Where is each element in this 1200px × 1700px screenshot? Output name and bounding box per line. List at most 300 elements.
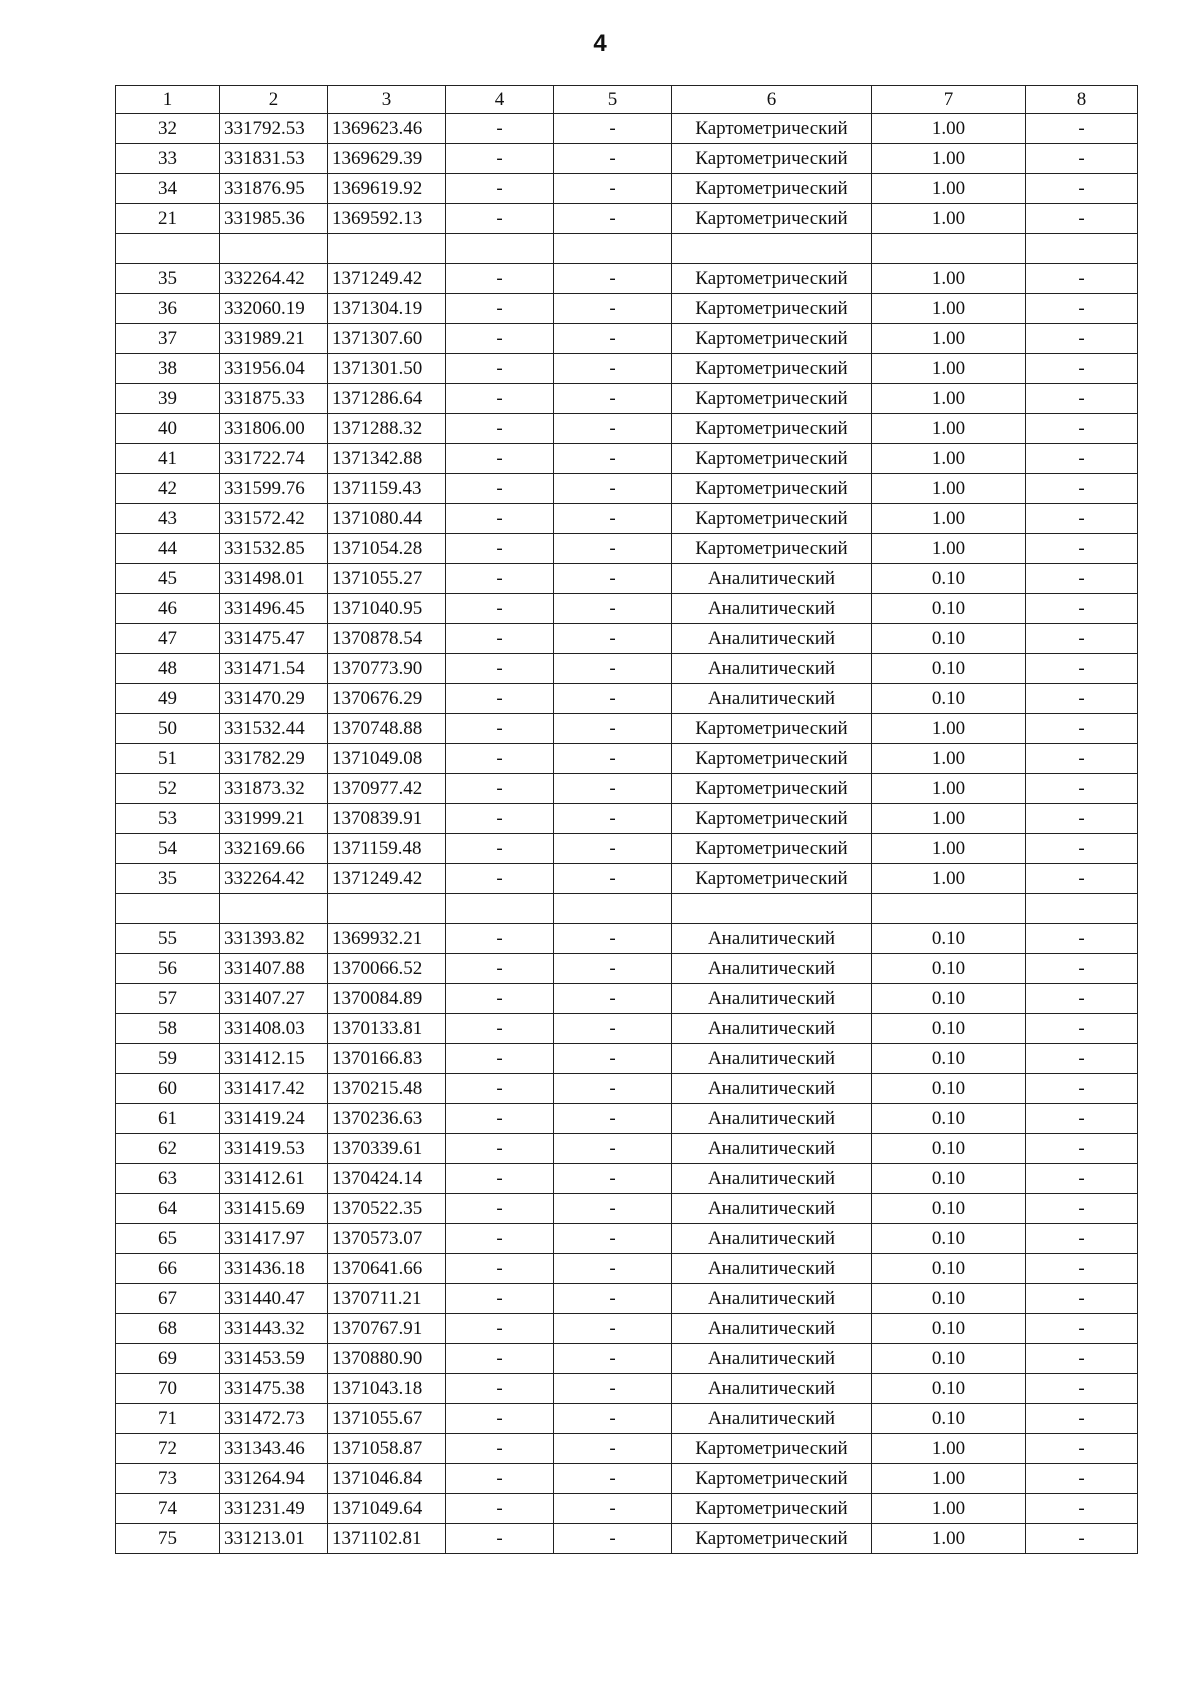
column-4-value-cell: - — [446, 774, 554, 804]
accuracy-cell: 0.10 — [872, 1104, 1026, 1134]
accuracy-cell: 0.10 — [872, 1164, 1026, 1194]
point-number-cell: 73 — [116, 1464, 220, 1494]
table-row — [116, 1464, 1138, 1494]
column-header-3: 3 — [328, 86, 446, 114]
method-cell: Картометрический — [672, 804, 872, 834]
column-8-value-cell: - — [1026, 744, 1138, 774]
column-8-value-cell: - — [1026, 444, 1138, 474]
accuracy-cell: 1.00 — [872, 834, 1026, 864]
coordinate-x-cell: 331956.04 — [220, 354, 328, 384]
column-4-value-cell: - — [446, 1014, 554, 1044]
column-8-value-cell: - — [1026, 954, 1138, 984]
table-row — [116, 1404, 1138, 1434]
column-8-value-cell: - — [1026, 714, 1138, 744]
column-4-value-cell: - — [446, 924, 554, 954]
accuracy-cell: 1.00 — [872, 504, 1026, 534]
method-cell: Картометрический — [672, 444, 872, 474]
column-8-value-cell: - — [1026, 1344, 1138, 1374]
point-number-cell: 40 — [116, 414, 220, 444]
column-8-value-cell: - — [1026, 1044, 1138, 1074]
method-cell: Аналитический — [672, 1044, 872, 1074]
coordinate-x-cell: 331264.94 — [220, 1464, 328, 1494]
column-8-value-cell: - — [1026, 174, 1138, 204]
accuracy-cell: 0.10 — [872, 984, 1026, 1014]
table-body — [116, 114, 1138, 1554]
accuracy-cell: 1.00 — [872, 414, 1026, 444]
accuracy-cell: 0.10 — [872, 594, 1026, 624]
point-number-cell: 75 — [116, 1524, 220, 1554]
header-row — [116, 86, 1138, 114]
point-number-cell: 48 — [116, 654, 220, 684]
coordinate-y-cell: 1371055.27 — [328, 564, 446, 594]
coordinate-y-cell: 1371102.81 — [328, 1524, 446, 1554]
method-cell: Аналитический — [672, 654, 872, 684]
accuracy-cell: 1.00 — [872, 264, 1026, 294]
point-number-cell: 52 — [116, 774, 220, 804]
column-5-value-cell: - — [554, 504, 672, 534]
accuracy-cell: 1.00 — [872, 744, 1026, 774]
point-number-cell: 57 — [116, 984, 220, 1014]
coordinate-x-cell: 331343.46 — [220, 1434, 328, 1464]
accuracy-cell: 1.00 — [872, 1434, 1026, 1464]
column-5-value-cell: - — [554, 474, 672, 504]
coordinate-x-cell: 331472.73 — [220, 1404, 328, 1434]
column-5-value-cell: - — [554, 204, 672, 234]
table-header — [116, 86, 1138, 114]
accuracy-cell: 0.10 — [872, 1344, 1026, 1374]
point-number-cell: 21 — [116, 204, 220, 234]
table-row — [116, 144, 1138, 174]
table-row — [116, 474, 1138, 504]
method-cell: Аналитический — [672, 1224, 872, 1254]
column-5-value-cell: - — [554, 1104, 672, 1134]
column-5-value-cell: - — [554, 1344, 672, 1374]
method-cell: Картометрический — [672, 834, 872, 864]
coordinate-y-cell: 1371058.87 — [328, 1434, 446, 1464]
point-number-cell: 38 — [116, 354, 220, 384]
coordinate-y-cell: 1370878.54 — [328, 624, 446, 654]
accuracy-cell: 1.00 — [872, 174, 1026, 204]
column-8-value-cell: - — [1026, 1284, 1138, 1314]
column-5-value-cell — [554, 234, 672, 264]
coordinate-x-cell — [220, 894, 328, 924]
table-row — [116, 384, 1138, 414]
method-cell: Аналитический — [672, 1374, 872, 1404]
column-4-value-cell: - — [446, 624, 554, 654]
column-8-value-cell: - — [1026, 324, 1138, 354]
coordinate-y-cell: 1370767.91 — [328, 1314, 446, 1344]
column-5-value-cell: - — [554, 1164, 672, 1194]
coordinate-x-cell: 331496.45 — [220, 594, 328, 624]
point-number-cell: 35 — [116, 264, 220, 294]
column-8-value-cell: - — [1026, 414, 1138, 444]
point-number-cell: 33 — [116, 144, 220, 174]
table-row — [116, 894, 1138, 924]
column-header-6: 6 — [672, 86, 872, 114]
table-row — [116, 504, 1138, 534]
column-5-value-cell: - — [554, 654, 672, 684]
column-4-value-cell: - — [446, 324, 554, 354]
coordinate-y-cell: 1370236.63 — [328, 1104, 446, 1134]
coordinate-x-cell: 331532.85 — [220, 534, 328, 564]
column-5-value-cell: - — [554, 1284, 672, 1314]
accuracy-cell: 1.00 — [872, 474, 1026, 504]
coordinate-y-cell: 1371040.95 — [328, 594, 446, 624]
coordinate-y-cell: 1370133.81 — [328, 1014, 446, 1044]
table-row — [116, 1074, 1138, 1104]
column-8-value-cell: - — [1026, 504, 1138, 534]
accuracy-cell: 1.00 — [872, 294, 1026, 324]
method-cell: Аналитический — [672, 624, 872, 654]
column-8-value-cell: - — [1026, 1194, 1138, 1224]
coordinate-x-cell: 331443.32 — [220, 1314, 328, 1344]
column-4-value-cell: - — [446, 384, 554, 414]
column-5-value-cell: - — [554, 1464, 672, 1494]
coordinate-y-cell: 1371159.43 — [328, 474, 446, 504]
coordinate-y-cell: 1371080.44 — [328, 504, 446, 534]
accuracy-cell: 1.00 — [872, 1464, 1026, 1494]
coordinate-y-cell — [328, 234, 446, 264]
method-cell: Картометрический — [672, 204, 872, 234]
column-5-value-cell: - — [554, 144, 672, 174]
column-5-value-cell: - — [554, 1044, 672, 1074]
column-header-7: 7 — [872, 86, 1026, 114]
table-row — [116, 954, 1138, 984]
column-4-value-cell: - — [446, 1134, 554, 1164]
coordinate-y-cell: 1370573.07 — [328, 1224, 446, 1254]
column-4-value-cell: - — [446, 1074, 554, 1104]
point-number-cell: 44 — [116, 534, 220, 564]
table-row — [116, 204, 1138, 234]
point-number-cell: 72 — [116, 1434, 220, 1464]
column-8-value-cell: - — [1026, 294, 1138, 324]
point-number-cell: 55 — [116, 924, 220, 954]
column-4-value-cell: - — [446, 864, 554, 894]
coordinate-y-cell: 1370676.29 — [328, 684, 446, 714]
coordinate-x-cell: 331440.47 — [220, 1284, 328, 1314]
column-5-value-cell: - — [554, 1194, 672, 1224]
method-cell: Аналитический — [672, 984, 872, 1014]
accuracy-cell: 0.10 — [872, 1074, 1026, 1104]
point-number-cell: 74 — [116, 1494, 220, 1524]
column-5-value-cell: - — [554, 924, 672, 954]
method-cell: Аналитический — [672, 1284, 872, 1314]
column-4-value-cell: - — [446, 1224, 554, 1254]
point-number-cell: 39 — [116, 384, 220, 414]
coordinate-x-cell: 331412.61 — [220, 1164, 328, 1194]
coordinate-y-cell: 1371249.42 — [328, 264, 446, 294]
method-cell: Аналитический — [672, 1164, 872, 1194]
method-cell: Картометрический — [672, 774, 872, 804]
accuracy-cell: 0.10 — [872, 1194, 1026, 1224]
method-cell: Аналитический — [672, 1134, 872, 1164]
method-cell: Картометрический — [672, 144, 872, 174]
column-4-value-cell: - — [446, 984, 554, 1014]
point-number-cell: 71 — [116, 1404, 220, 1434]
column-8-value-cell: - — [1026, 1434, 1138, 1464]
table-row — [116, 324, 1138, 354]
column-5-value-cell: - — [554, 774, 672, 804]
column-4-value-cell — [446, 234, 554, 264]
coordinate-x-cell: 331876.95 — [220, 174, 328, 204]
column-4-value-cell: - — [446, 264, 554, 294]
coordinate-y-cell: 1369592.13 — [328, 204, 446, 234]
coordinate-x-cell: 331419.24 — [220, 1104, 328, 1134]
point-number-cell: 58 — [116, 1014, 220, 1044]
column-5-value-cell: - — [554, 984, 672, 1014]
coordinate-y-cell: 1371046.84 — [328, 1464, 446, 1494]
column-4-value-cell: - — [446, 1494, 554, 1524]
column-5-value-cell: - — [554, 1314, 672, 1344]
column-8-value-cell: - — [1026, 1464, 1138, 1494]
coordinate-x-cell: 331475.47 — [220, 624, 328, 654]
coordinate-x-cell: 331875.33 — [220, 384, 328, 414]
column-4-value-cell: - — [446, 144, 554, 174]
column-header-4: 4 — [446, 86, 554, 114]
column-5-value-cell — [554, 894, 672, 924]
coordinate-y-cell — [328, 894, 446, 924]
table-row — [116, 654, 1138, 684]
column-4-value-cell: - — [446, 1404, 554, 1434]
coordinate-x-cell: 332264.42 — [220, 264, 328, 294]
accuracy-cell: 0.10 — [872, 1314, 1026, 1344]
column-5-value-cell: - — [554, 684, 672, 714]
column-4-value-cell: - — [446, 444, 554, 474]
coordinate-x-cell: 331415.69 — [220, 1194, 328, 1224]
point-number-cell: 47 — [116, 624, 220, 654]
column-5-value-cell: - — [554, 114, 672, 144]
accuracy-cell: 1.00 — [872, 1494, 1026, 1524]
column-4-value-cell: - — [446, 1464, 554, 1494]
column-5-value-cell: - — [554, 864, 672, 894]
page-number: 4 — [593, 30, 607, 57]
method-cell: Картометрический — [672, 474, 872, 504]
coordinate-y-cell: 1370839.91 — [328, 804, 446, 834]
column-5-value-cell: - — [554, 1374, 672, 1404]
table-row — [116, 804, 1138, 834]
accuracy-cell: 1.00 — [872, 534, 1026, 564]
column-8-value-cell: - — [1026, 354, 1138, 384]
table-row — [116, 174, 1138, 204]
point-number-cell: 34 — [116, 174, 220, 204]
coordinate-y-cell: 1371301.50 — [328, 354, 446, 384]
column-8-value-cell: - — [1026, 1104, 1138, 1134]
point-number-cell: 51 — [116, 744, 220, 774]
column-5-value-cell: - — [554, 1404, 672, 1434]
point-number-cell: 69 — [116, 1344, 220, 1374]
method-cell: Картометрический — [672, 264, 872, 294]
coordinate-y-cell: 1369932.21 — [328, 924, 446, 954]
accuracy-cell: 1.00 — [872, 384, 1026, 414]
coordinate-y-cell: 1371159.48 — [328, 834, 446, 864]
method-cell: Аналитический — [672, 954, 872, 984]
method-cell: Картометрический — [672, 534, 872, 564]
table-row — [116, 264, 1138, 294]
column-8-value-cell: - — [1026, 684, 1138, 714]
coordinate-x-cell: 331831.53 — [220, 144, 328, 174]
point-number-cell: 64 — [116, 1194, 220, 1224]
table-row — [116, 1164, 1138, 1194]
table-row — [116, 414, 1138, 444]
coordinate-x-cell: 331417.42 — [220, 1074, 328, 1104]
column-8-value-cell — [1026, 234, 1138, 264]
column-4-value-cell: - — [446, 834, 554, 864]
column-8-value-cell: - — [1026, 804, 1138, 834]
table-row — [116, 774, 1138, 804]
coordinate-x-cell: 331213.01 — [220, 1524, 328, 1554]
column-5-value-cell: - — [554, 624, 672, 654]
coordinate-x-cell: 331417.97 — [220, 1224, 328, 1254]
coordinate-x-cell: 331408.03 — [220, 1014, 328, 1044]
table-row — [116, 1524, 1138, 1554]
point-number-cell: 53 — [116, 804, 220, 834]
method-cell: Картометрический — [672, 294, 872, 324]
table-row — [116, 1044, 1138, 1074]
column-8-value-cell: - — [1026, 1314, 1138, 1344]
column-8-value-cell: - — [1026, 924, 1138, 954]
method-cell: Аналитический — [672, 594, 872, 624]
method-cell: Аналитический — [672, 1194, 872, 1224]
column-5-value-cell: - — [554, 384, 672, 414]
column-5-value-cell: - — [554, 564, 672, 594]
table-row — [116, 1224, 1138, 1254]
column-4-value-cell: - — [446, 174, 554, 204]
table-row — [116, 834, 1138, 864]
coordinate-x-cell: 331436.18 — [220, 1254, 328, 1284]
coordinate-x-cell: 331412.15 — [220, 1044, 328, 1074]
accuracy-cell: 0.10 — [872, 1044, 1026, 1074]
point-number-cell — [116, 894, 220, 924]
column-8-value-cell: - — [1026, 864, 1138, 894]
table-row — [116, 294, 1138, 324]
coordinate-x-cell: 331498.01 — [220, 564, 328, 594]
method-cell: Аналитический — [672, 1314, 872, 1344]
coordinate-x-cell: 332060.19 — [220, 294, 328, 324]
accuracy-cell: 0.10 — [872, 1014, 1026, 1044]
point-number-cell: 42 — [116, 474, 220, 504]
column-8-value-cell: - — [1026, 474, 1138, 504]
coordinate-x-cell: 331599.76 — [220, 474, 328, 504]
coordinate-y-cell: 1370711.21 — [328, 1284, 446, 1314]
column-5-value-cell: - — [554, 1494, 672, 1524]
point-number-cell: 41 — [116, 444, 220, 474]
coordinate-x-cell: 331471.54 — [220, 654, 328, 684]
column-4-value-cell: - — [446, 114, 554, 144]
column-5-value-cell: - — [554, 534, 672, 564]
column-5-value-cell: - — [554, 1014, 672, 1044]
method-cell: Картометрический — [672, 384, 872, 414]
method-cell — [672, 894, 872, 924]
column-8-value-cell: - — [1026, 1374, 1138, 1404]
coordinate-y-cell: 1370773.90 — [328, 654, 446, 684]
column-4-value-cell: - — [446, 294, 554, 324]
coordinate-x-cell: 331782.29 — [220, 744, 328, 774]
table-row — [116, 354, 1138, 384]
table-row — [116, 594, 1138, 624]
coordinate-x-cell: 331453.59 — [220, 1344, 328, 1374]
column-8-value-cell: - — [1026, 264, 1138, 294]
table-row — [116, 564, 1138, 594]
coordinate-x-cell: 331722.74 — [220, 444, 328, 474]
table-row — [116, 234, 1138, 264]
accuracy-cell: 1.00 — [872, 354, 1026, 384]
method-cell: Аналитический — [672, 1104, 872, 1134]
coordinate-y-cell: 1370084.89 — [328, 984, 446, 1014]
table-row — [116, 114, 1138, 144]
accuracy-cell: 1.00 — [872, 1524, 1026, 1554]
column-5-value-cell: - — [554, 354, 672, 384]
coordinate-y-cell: 1370166.83 — [328, 1044, 446, 1074]
coordinate-x-cell: 331407.88 — [220, 954, 328, 984]
column-4-value-cell: - — [446, 1194, 554, 1224]
coordinate-x-cell: 332169.66 — [220, 834, 328, 864]
column-5-value-cell: - — [554, 414, 672, 444]
point-number-cell: 61 — [116, 1104, 220, 1134]
method-cell: Картометрический — [672, 504, 872, 534]
accuracy-cell: 0.10 — [872, 954, 1026, 984]
point-number-cell — [116, 234, 220, 264]
column-8-value-cell: - — [1026, 594, 1138, 624]
accuracy-cell: 1.00 — [872, 114, 1026, 144]
column-8-value-cell: - — [1026, 654, 1138, 684]
column-5-value-cell: - — [554, 804, 672, 834]
point-number-cell: 62 — [116, 1134, 220, 1164]
coordinate-x-cell: 331393.82 — [220, 924, 328, 954]
column-5-value-cell: - — [554, 1524, 672, 1554]
point-number-cell: 65 — [116, 1224, 220, 1254]
coordinate-y-cell: 1371249.42 — [328, 864, 446, 894]
accuracy-cell: 0.10 — [872, 1254, 1026, 1284]
point-number-cell: 36 — [116, 294, 220, 324]
column-4-value-cell: - — [446, 1434, 554, 1464]
column-8-value-cell: - — [1026, 1014, 1138, 1044]
method-cell: Аналитический — [672, 1254, 872, 1284]
column-8-value-cell: - — [1026, 564, 1138, 594]
point-number-cell: 43 — [116, 504, 220, 534]
column-8-value-cell: - — [1026, 984, 1138, 1014]
point-number-cell: 67 — [116, 1284, 220, 1314]
coordinates-table — [115, 85, 1138, 1554]
table-row — [116, 1314, 1138, 1344]
point-number-cell: 70 — [116, 1374, 220, 1404]
table-row — [116, 1284, 1138, 1314]
point-number-cell: 54 — [116, 834, 220, 864]
column-8-value-cell: - — [1026, 774, 1138, 804]
coordinate-x-cell: 331792.53 — [220, 114, 328, 144]
column-5-value-cell: - — [554, 1224, 672, 1254]
coordinate-y-cell: 1371049.08 — [328, 744, 446, 774]
column-5-value-cell: - — [554, 1074, 672, 1104]
accuracy-cell: 0.10 — [872, 684, 1026, 714]
column-8-value-cell: - — [1026, 1524, 1138, 1554]
coordinate-x-cell: 331231.49 — [220, 1494, 328, 1524]
accuracy-cell: 1.00 — [872, 864, 1026, 894]
method-cell: Картометрический — [672, 174, 872, 204]
accuracy-cell: 0.10 — [872, 1374, 1026, 1404]
column-5-value-cell: - — [554, 1134, 672, 1164]
column-5-value-cell: - — [554, 1434, 672, 1464]
coordinate-x-cell: 331475.38 — [220, 1374, 328, 1404]
column-4-value-cell — [446, 894, 554, 924]
table-row — [116, 1344, 1138, 1374]
table-row — [116, 744, 1138, 774]
column-5-value-cell: - — [554, 1254, 672, 1284]
method-cell: Аналитический — [672, 684, 872, 714]
table-row — [116, 534, 1138, 564]
point-number-cell: 66 — [116, 1254, 220, 1284]
table-row — [116, 714, 1138, 744]
column-header-1: 1 — [116, 86, 220, 114]
